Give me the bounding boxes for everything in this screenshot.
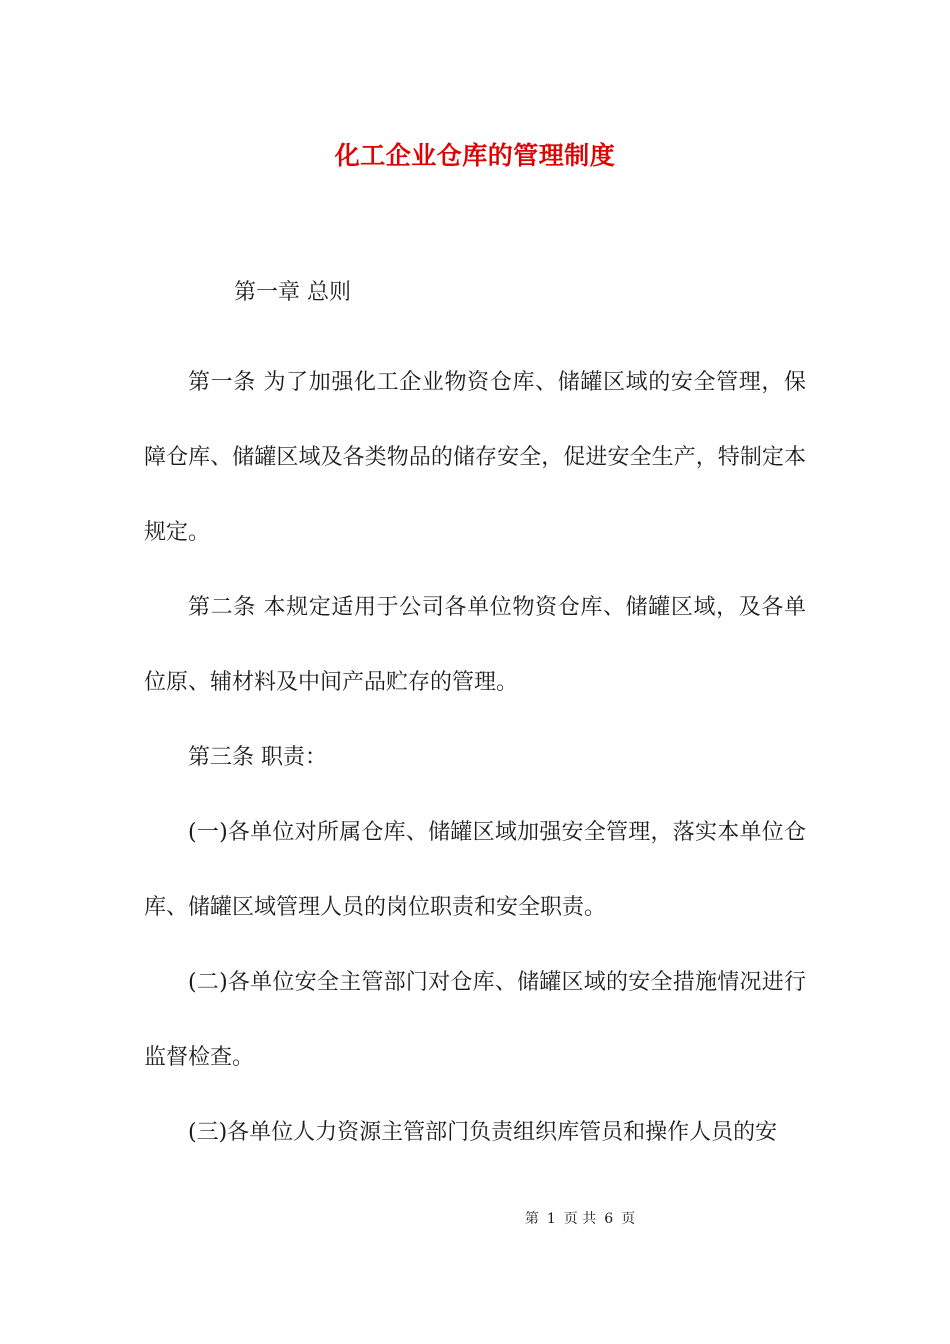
chapter-heading: 第一章 总则 <box>234 280 351 305</box>
current-page-number: 1 <box>546 1211 556 1227</box>
footer-prefix: 第 <box>524 1211 539 1227</box>
page-footer <box>0 1208 950 1228</box>
footer-middle: 页 共 <box>563 1211 597 1227</box>
total-pages-number: 6 <box>604 1211 614 1227</box>
article-1-paragraph: 第一条 为了加强化工企业物资仓库、储罐区域的安全管理，保障仓库、储罐区域及各类物品的储存安全，促进安全生产，特制定本规定。 <box>144 370 806 545</box>
duty-item-2-paragraph: (二)各单位安全主管部门对仓库、储罐区域的安全措施情况进行监督检查。 <box>144 970 806 1070</box>
article-2-paragraph: 第二条 本规定适用于公司各单位物资仓库、储罐区域，及各单位原、辅材料及中间产品贮存的管理。 <box>144 595 806 695</box>
document-title: 化工企业仓库的管理制度 <box>334 141 616 170</box>
document-body <box>144 273 806 1170</box>
footer-suffix: 页 <box>621 1211 636 1227</box>
duty-item-3-paragraph: (三)各单位人力资源主管部门负责组织库管员和操作人员的安 <box>188 1120 778 1145</box>
duty-item-1-paragraph: (一)各单位对所属仓库、储罐区域加强安全管理，落实本单位仓库、储罐区域管理人员的岗位职责和安全职责。 <box>144 820 806 920</box>
spacer <box>144 313 806 345</box>
article-3-paragraph: 第三条 职责： <box>188 745 327 770</box>
